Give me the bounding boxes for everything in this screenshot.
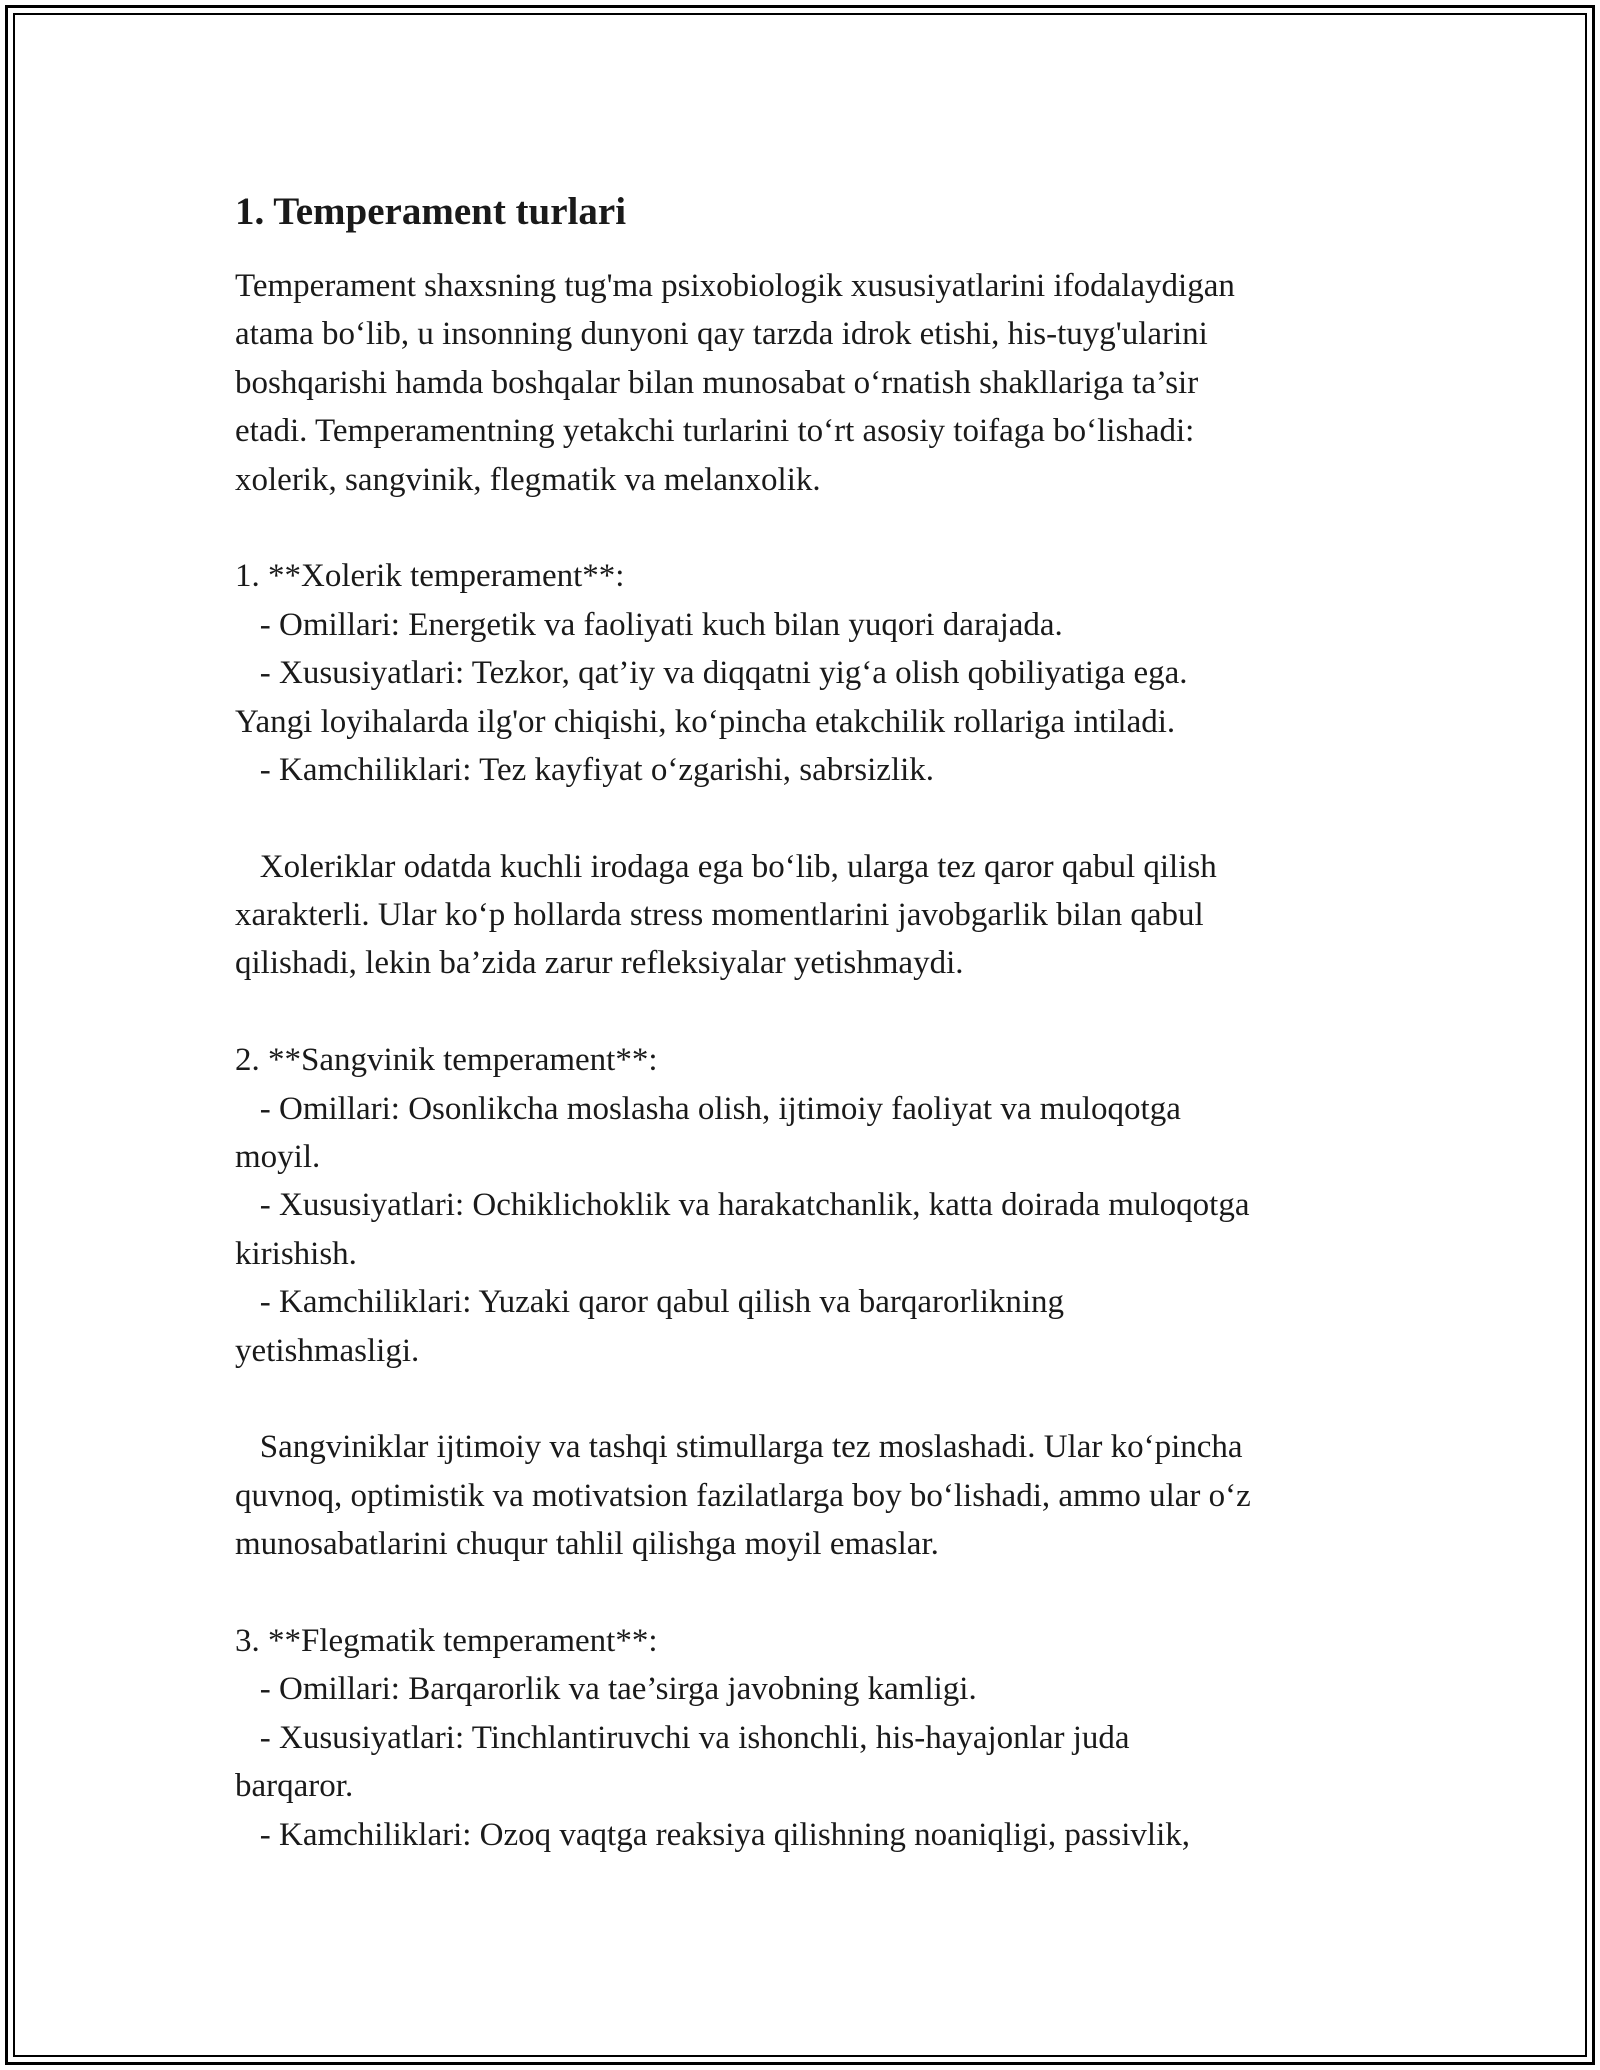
text-line: - Omillari: Osonlikcha moslasha olish, ijtimoiy faoliyat va muloqotga bbox=[235, 1090, 1181, 1127]
text-line: qilishadi, lekin ba’zida zarur refleksiyalar yetishmaydi. bbox=[235, 945, 964, 982]
document-body bbox=[235, 187, 1375, 1859]
blank-line bbox=[235, 794, 1375, 842]
document-text bbox=[235, 262, 1375, 1859]
text-line: 2. **Sangvinik temperament**: bbox=[235, 1042, 658, 1079]
blank-line bbox=[235, 1375, 1375, 1423]
text-line: yetishmasligi. bbox=[235, 1332, 420, 1369]
section-heading: 1. Temperament turlari bbox=[235, 190, 627, 233]
text-line: atama bo‘lib, u insonning dunyoni qay tarzda idrok etishi, his-tuyg'ularini bbox=[235, 316, 1208, 353]
blank-line bbox=[235, 1569, 1375, 1617]
text-line: moyil. bbox=[235, 1139, 321, 1176]
text-line: 3. **Flegmatik temperament**: bbox=[235, 1622, 658, 1659]
text-line: kirishish. bbox=[235, 1235, 357, 1272]
text-line: - Omillari: Energetik va faoliyati kuch bilan yuqori darajada. bbox=[235, 606, 1063, 643]
text-line: etadi. Temperamentning yetakchi turlarini to‘rt asosiy toifaga bo‘lishadi: bbox=[235, 413, 1195, 450]
text-line: xarakterli. Ular ko‘p hollarda stress momentlarini javobgarlik bilan qabul bbox=[235, 897, 1204, 934]
text-line: - Xususiyatlari: Ochiklichoklik va harakatchanlik, katta doirada muloqotga bbox=[235, 1187, 1250, 1224]
text-line: - Xususiyatlari: Tinchlantiruvchi va ishonchli, his-hayajonlar juda bbox=[235, 1719, 1130, 1756]
text-line: - Omillari: Barqarorlik va tae’sirga javobning kamligi. bbox=[235, 1671, 977, 1708]
text-line: - Xususiyatlari: Tezkor, qat’iy va diqqatni yig‘a olish qobiliyatiga ega. bbox=[235, 655, 1188, 692]
text-line: barqaror. bbox=[235, 1768, 354, 1805]
blank-line bbox=[235, 988, 1375, 1036]
blank-line bbox=[235, 504, 1375, 552]
text-line: quvnoq, optimistik va motivatsion fazilatlarga boy bo‘lishadi, ammo ular o‘z bbox=[235, 1477, 1251, 1514]
text-line: - Kamchiliklari: Yuzaki qaror qabul qilish va barqarorlikning bbox=[235, 1284, 1065, 1321]
text-line: - Kamchiliklari: Tez kayfiyat o‘zgarishi, sabrsizlik. bbox=[235, 751, 935, 788]
text-line: Xoleriklar odatda kuchli irodaga ega bo‘lib, ularga tez qaror qabul qilish bbox=[235, 848, 1217, 885]
text-line: xolerik, sangvinik, flegmatik va melanxolik. bbox=[235, 461, 821, 498]
text-line: - Kamchiliklari: Ozoq vaqtga reaksiya qilishning noaniqligi, passivlik, bbox=[235, 1816, 1190, 1853]
text-line: munosabatlarini chuqur tahlil qilishga moyil emaslar. bbox=[235, 1526, 939, 1563]
text-line: boshqarishi hamda boshqalar bilan munosabat o‘rnatish shakllariga ta’sir bbox=[235, 364, 1199, 401]
text-line: Yangi loyihalarda ilg'or chiqishi, ko‘pincha etakchilik rollariga intiladi. bbox=[235, 703, 1176, 740]
text-line: Temperament shaxsning tug'ma psixobiologik xususiyatlarini ifodalaydigan bbox=[235, 268, 1235, 304]
text-line: Sangviniklar ijtimoiy va tashqi stimullarga tez moslashadi. Ular ko‘pincha bbox=[235, 1429, 1243, 1466]
text-line: 1. **Xolerik temperament**: bbox=[235, 558, 625, 595]
